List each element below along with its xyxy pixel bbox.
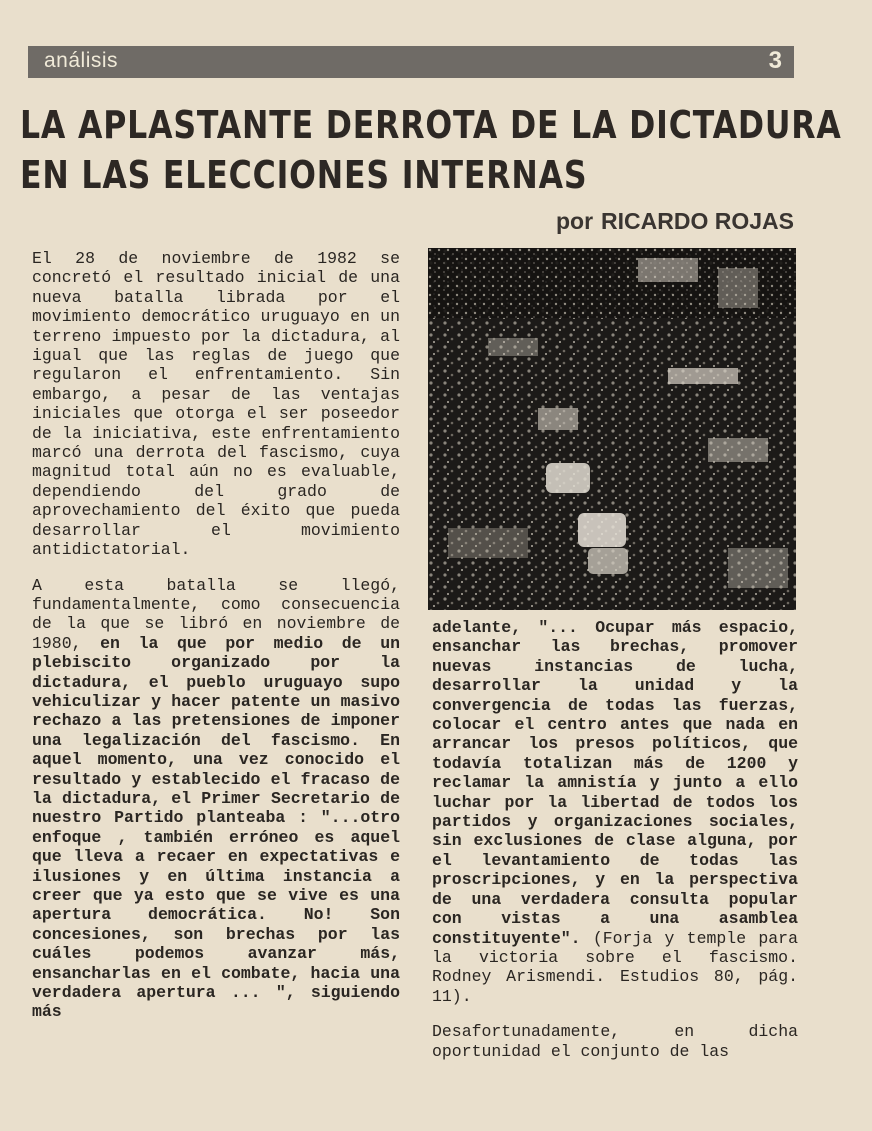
paragraph-2-intro: A esta batalla se llegó, fundamentalmente, como consecuencia de la que se libró en noviembre de 1980,	[32, 575, 400, 653]
paragraph-3	[432, 618, 798, 1006]
headline-line-2: EN LAS ELECCIONES INTERNAS	[20, 153, 588, 197]
right-column	[432, 618, 798, 1061]
article-headline	[20, 100, 842, 200]
crowd-photo-image	[428, 248, 796, 610]
paragraph-1: El 28 de noviembre de 1982 se concretó el resultado inicial de una nueva batalla librada por el movimiento democrático uruguayo en un terreno impuesto por la dictadura, al igual que las reglas de juego que regularon el enfrentamiento. Sin embargo, a pesar de las ventajas iniciales que otorga el ser poseedor de la iniciativa, este enfrentamiento marcó una derrota del fascismo, cuya magnitud total aún no es evaluable, dependiendo del grado de aprovechamiento del éxito que pueda desarrollar el movimiento antidictatorial.	[32, 249, 400, 560]
section-header-band	[28, 46, 794, 78]
byline	[556, 208, 794, 235]
paragraph-3-citation: (Forja y temple para la victoria sobre el fascismo. Rodney Arismendi. Estudios 80, pág. 11).	[432, 928, 798, 1006]
byline-prefix: por	[555, 208, 594, 234]
paragraph-3-bold: adelante, "... Ocupar más espacio, ensanchar las brechas, promover nuevas instancias de lucha, desarrollar la unidad y la convergencia de todas las fuerzas, colocar el centro antes que nada en arrancar los presos políticos, que todavía totalizan más de 1200 y reclamar la amnistía y junto a ello luchar por la libertad de todos los partidos y organizaciones sociales, sin exclusiones de clase alguna, por el levantamiento de todas las proscripciones, y en la perspectiva de una verdadera consulta popular con vistas a una asamblea constituyente".	[432, 618, 798, 948]
paragraph-2-bold: en la que por medio de un plebiscito organizado por la dictadura, el pueblo uruguayo supo vehiculizar y hacer patente un masivo rechazo a las pretensiones de imponer una legalización del fascismo. En aquel momento, una vez conocido el resultado y establecido el fracaso de la dictadura, el Primer Secretario de nuestro Partido planteaba : "...otro enfoque , también erróneo es aquel que lleva a recaer en expectativas e ilusiones y en última instancia a creer que ya esto que se vive es una apertura democrática. No! Son concesiones, son brechas por las cuáles podemos avanzar más, ensancharlas en el combate, hacia una verdadera apertura ... ", siguiendo más	[32, 633, 400, 1022]
page-number: 3	[768, 47, 782, 74]
paragraph-2	[32, 576, 400, 1022]
left-column	[32, 249, 400, 1022]
headline-line-1: LA APLASTANTE DERROTA DE LA DICTADURA	[20, 103, 842, 147]
section-label: análisis	[44, 49, 119, 72]
paragraph-4: Desafortunadamente, en dicha oportunidad el conjunto de las	[432, 1022, 798, 1061]
crowd-photo	[428, 248, 796, 610]
byline-author: RICARDO ROJAS	[601, 208, 794, 234]
